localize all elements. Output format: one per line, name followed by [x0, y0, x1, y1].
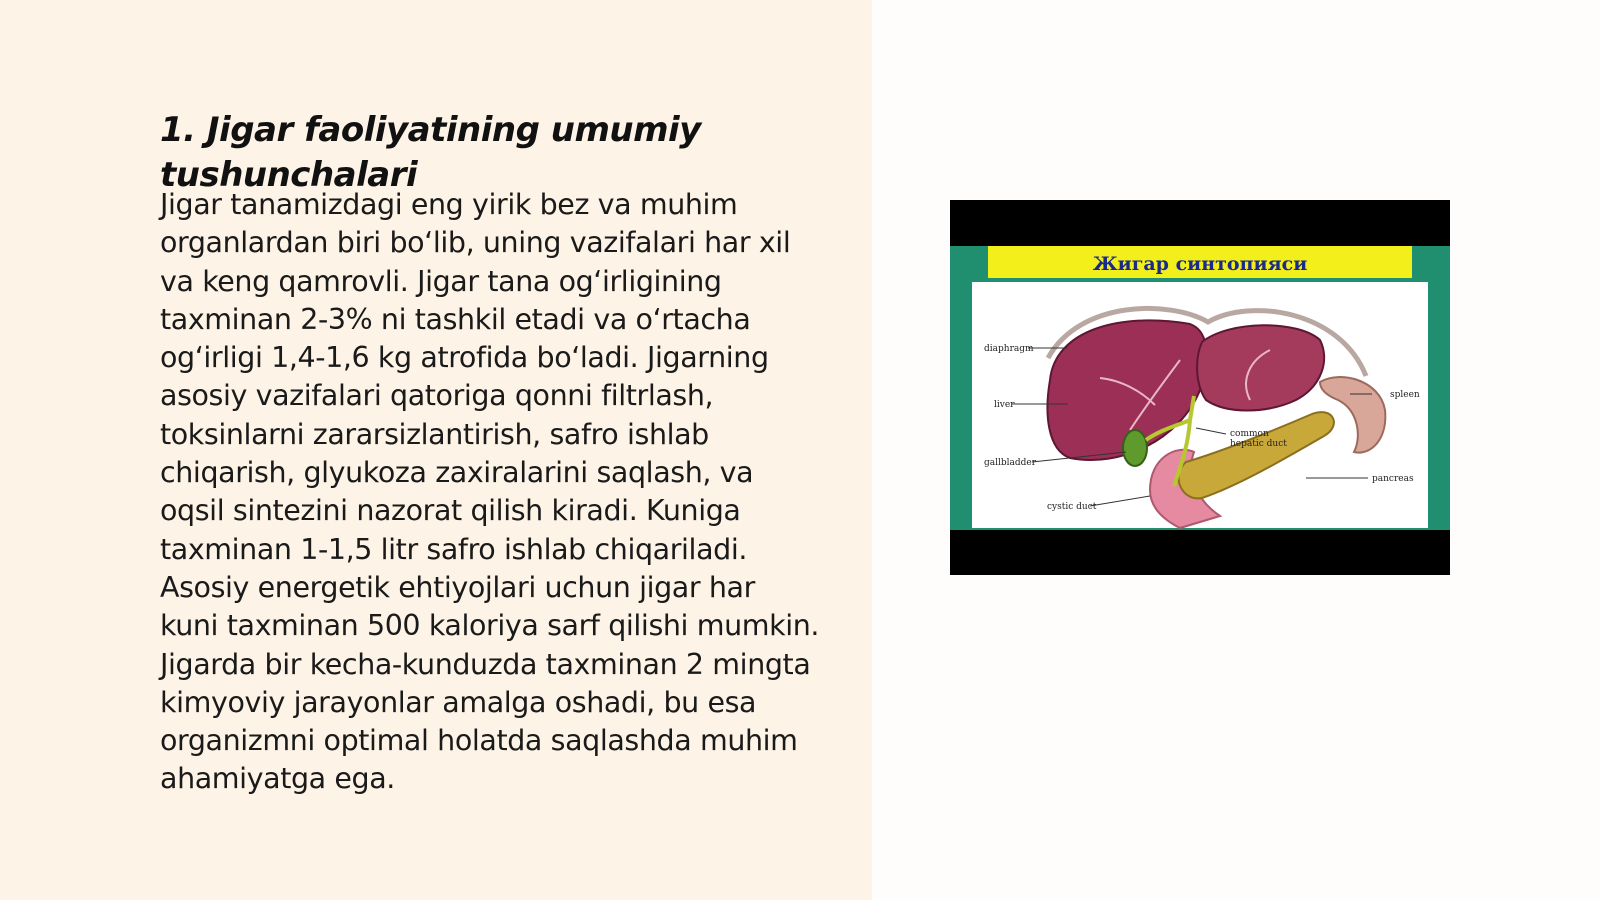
label-common-hepatic-line1: common	[1230, 429, 1269, 439]
liver-anatomy-figure	[950, 200, 1450, 575]
slide-body-text: Jigar tanamizdagi eng yirik bez va muhim organlardan biri bo‘lib, uning vazifalari har xil va keng qamrovli. Jigar tana og‘irligining taxminan 2-3% ni tashkil etadi va o‘rtacha og‘irligi 1,4-1,6 kg atrofida bo‘ladi. Jigarning asosiy vazifalari qatoriga qonni filtrlash, toksinlarni zararsizlantirish, safro ishlab chiqarish, glyukoza zaxiralarini saqlash, va oqsil sintezini nazorat qilish kiradi. Kuniga taxminan 1-1,5 litr safro ishlab chiqariladi. Asosiy energetik ehtiyojlari uchun jigar har kuni taxminan 500 kaloriya sarf qilishi mumkin. Jigarda bir kecha-kunduzda taxminan 2 mingta kimyoviy jarayonlar amalga oshadi, bu esa organizmni optimal holatda saqlashda muhim ahamiyatga ega.	[160, 188, 820, 796]
label-liver: liver	[994, 400, 1015, 410]
liver-anatomy-illustration	[950, 200, 1450, 575]
figure-heading: Жигар синтопияси	[1092, 253, 1308, 275]
label-gallbladder: gallbladder	[984, 458, 1037, 468]
label-diaphragm: diaphragm	[984, 344, 1034, 354]
label-pancreas: pancreas	[1372, 474, 1414, 484]
label-common-hepatic-line2: hepatic duct	[1230, 439, 1287, 449]
label-cystic-duct: cystic duct	[1047, 502, 1097, 512]
gallbladder-shape	[1123, 430, 1147, 466]
label-spleen: spleen	[1390, 390, 1420, 400]
slide-title: 1. Jigar faoliyatining umumiy tushunchalari	[160, 110, 701, 195]
